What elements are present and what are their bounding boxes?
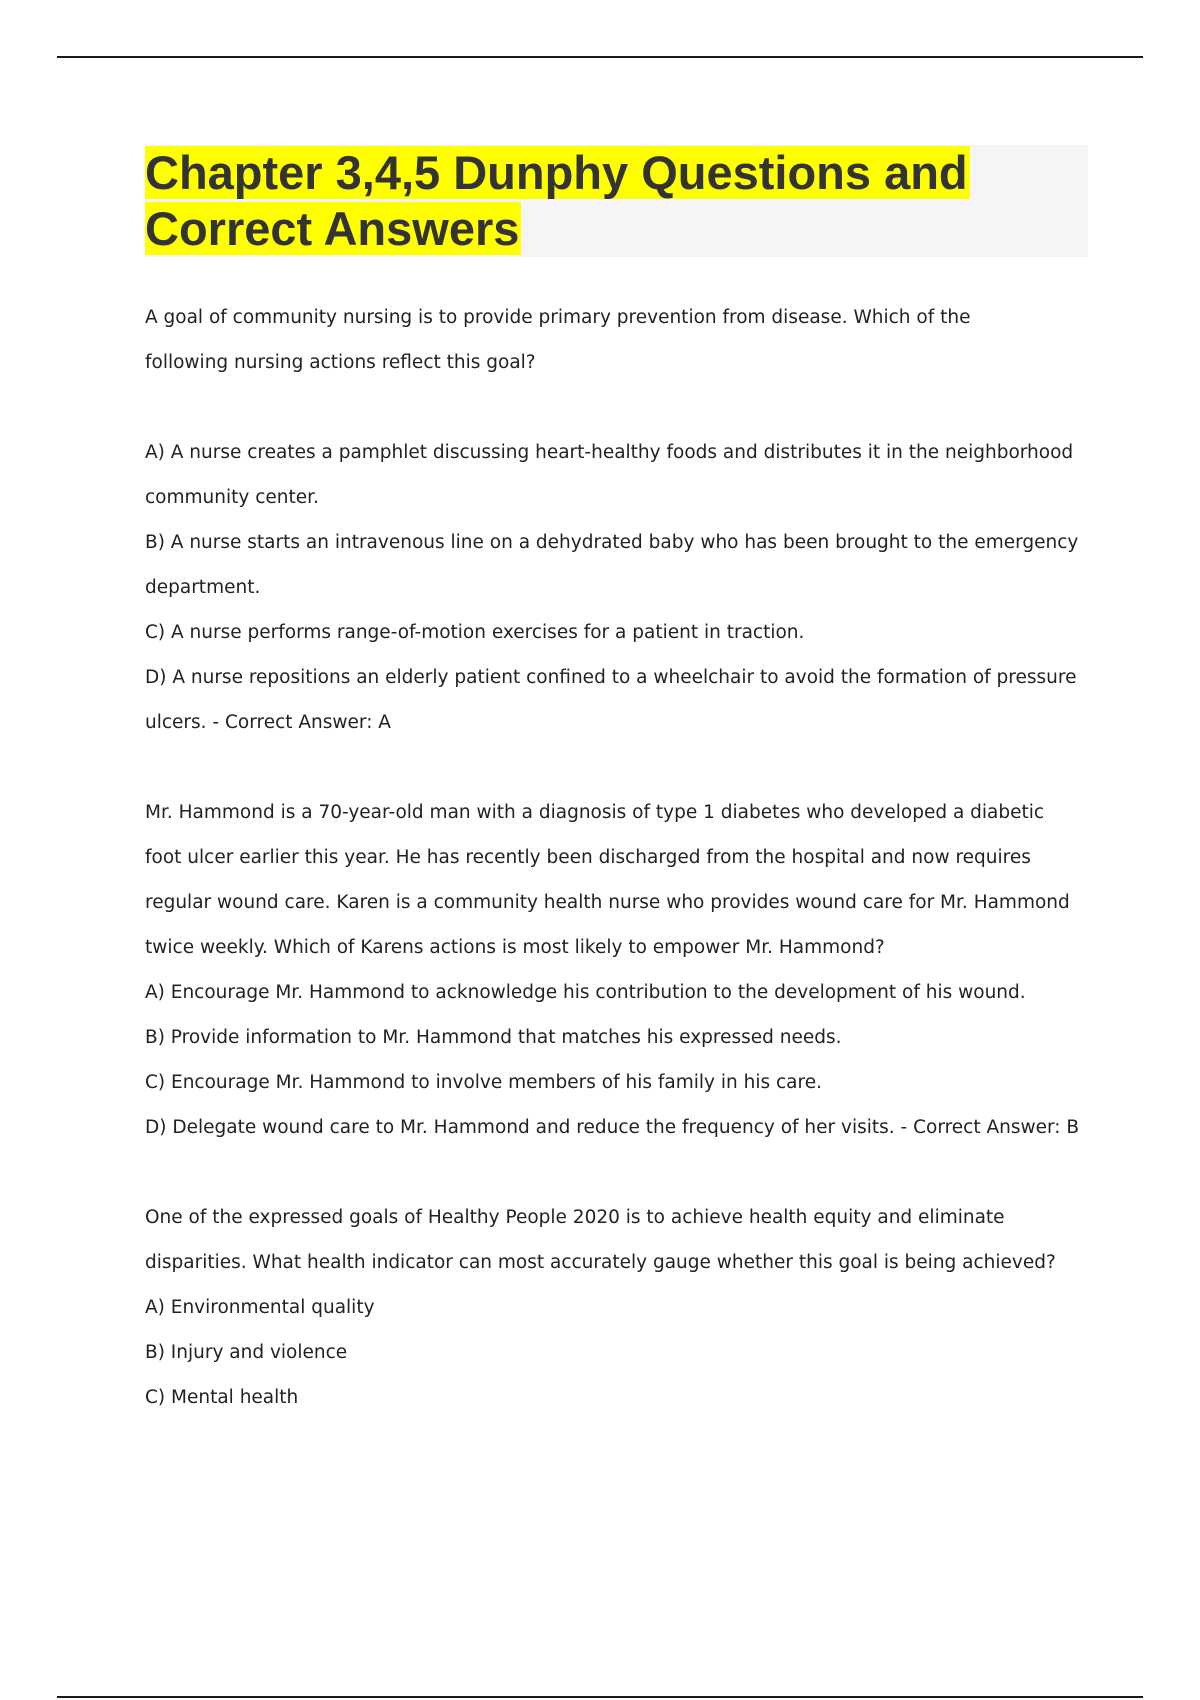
question-stem-line: Mr. Hammond is a 70-year-old man with a diagnosis of type 1 diabetes who developed a diabetic	[145, 802, 1045, 823]
answer-option-a: A) Environmental quality	[145, 1297, 375, 1318]
page-header-rule	[57, 56, 1143, 58]
answer-option-c: C) A nurse performs range-of-motion exercises for a patient in traction.	[145, 622, 805, 643]
title-line-1: Chapter 3,4,5 Dunphy Questions and	[145, 146, 968, 199]
question-stem-line: A goal of community nursing is to provide primary prevention from disease. Which of the	[145, 307, 971, 328]
page-footer-rule	[57, 1696, 1143, 1698]
question-1	[145, 295, 1079, 745]
answer-option-a: A) A nurse creates a pamphlet discussing heart-healthy foods and distributes it in the neighborhood	[145, 442, 1074, 463]
question-stem-line: foot ulcer earlier this year. He has recently been discharged from the hospital and now requires	[145, 847, 1031, 868]
question-stem-line: disparities. What health indicator can most accurately gauge whether this goal is being achieved?	[145, 1252, 1056, 1273]
question-stem-line: One of the expressed goals of Healthy People 2020 is to achieve health equity and eliminate	[145, 1207, 1005, 1228]
answer-option-d: D) Delegate wound care to Mr. Hammond and reduce the frequency of her visits. - Correct Answer: B	[145, 1117, 1080, 1138]
answer-option-d-cont: ulcers. - Correct Answer: A	[145, 712, 391, 733]
answer-option-b: B) Provide information to Mr. Hammond that matches his expressed needs.	[145, 1027, 842, 1048]
question-2	[145, 790, 1080, 1150]
answer-option-c: C) Mental health	[145, 1387, 299, 1408]
question-stem-line: regular wound care. Karen is a community health nurse who provides wound care for Mr. Hammond	[145, 892, 1070, 913]
question-3	[145, 1195, 1075, 1420]
question-stem-line: following nursing actions reflect this goal?	[145, 352, 536, 373]
title-line-2: Correct Answers	[145, 202, 520, 255]
answer-option-c: C) Encourage Mr. Hammond to involve members of his family in his care.	[145, 1072, 822, 1093]
answer-option-b: B) Injury and violence	[145, 1342, 348, 1363]
answer-option-a: A) Encourage Mr. Hammond to acknowledge his contribution to the development of his wound.	[145, 982, 1026, 1003]
answer-option-a-cont: community center.	[145, 487, 319, 508]
answer-option-b-cont: department.	[145, 577, 261, 598]
document-body	[145, 295, 1080, 1465]
answer-option-b: B) A nurse starts an intravenous line on a dehydrated baby who has been brought to the emergency	[145, 532, 1079, 553]
document-title	[145, 145, 1088, 257]
title-block	[145, 145, 1088, 257]
question-stem-line: twice weekly. Which of Karens actions is most likely to empower Mr. Hammond?	[145, 937, 885, 958]
answer-option-d: D) A nurse repositions an elderly patient confined to a wheelchair to avoid the formation of pressure	[145, 667, 1077, 688]
